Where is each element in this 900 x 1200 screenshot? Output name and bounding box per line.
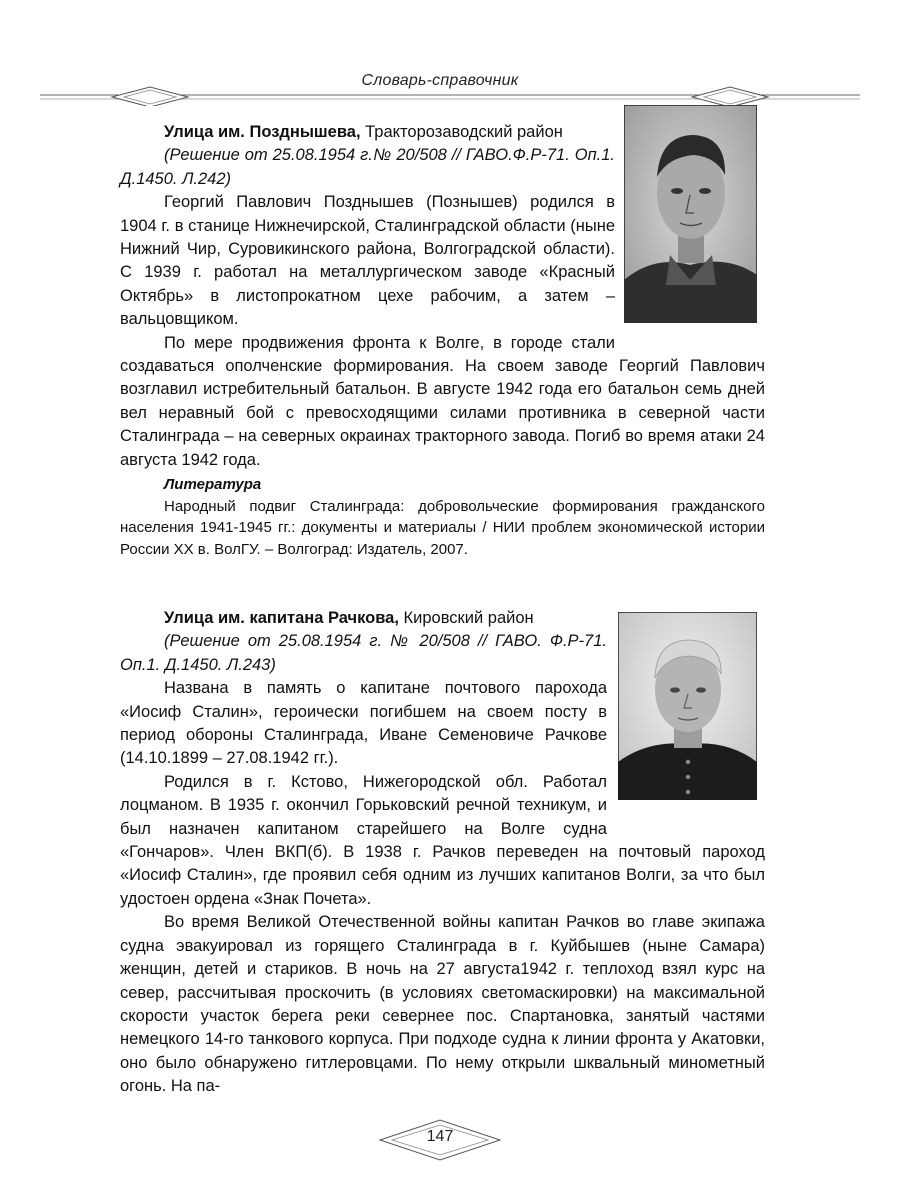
entry-heading-1-bold: Улица им. Позднышева, <box>164 123 361 141</box>
running-title: Словарь-справочник <box>361 72 519 89</box>
page-footer <box>0 1118 900 1162</box>
entry-2-paragraph-3: Во время Великой Отечественной войны капитан Рачков во главе экипажа судна эвакуировал из горящего Сталинграда в г. Куйбышев (ныне Самара) женщин, детей и стариков. В ночь на 27 августа1942 г. теплоход взял курс на север, рассчитывая проскочить (в условиях светомаскировки) на максимальной скорости участок берега реки севернее пос. Спартановка, занятый частями немецкого 14-го танкового корпуса. При подходе судна к линии фронта у Акатовки, оно было обнаружено гитлеровцами. По нему открыли шквальный минометный огонь. На па- <box>120 913 765 1096</box>
literature-title: Литература <box>164 476 262 493</box>
entry-2-paragraph-2: Родился в г. Кстово, Нижегородской обл. Работал лоцманом. В 1935 г. окончил Горьковский речной техникум, и был назначен капитаном старейшего на Волге судна «Гончаров». Член ВКП(б). В 1938 г. Рачков переведен на почтовый пароход «Иосиф Сталин», где проявил себя одним из лучших капитанов Волги, за что был удостоен ордена «Знак Почета». <box>120 772 765 908</box>
entry-heading-2-district: Кировский район <box>398 609 534 627</box>
section-rachkov-street <box>120 607 765 1099</box>
entry-1-paragraph-1: Георгий Павлович Позднышев (Познышев) родился в 1904 г. в станице Нижнечирской, Сталинградской области (ныне Нижний Чир, Суровикинского района, Волгоградской области). С 1939 г. работал на металлургическом заводе «Красный Октябрь» в листопрокатном цехе рабочим, а затем – вальцовщиком. <box>120 193 615 329</box>
running-header <box>0 66 900 106</box>
entry-heading-1-district: Тракторозаводский район <box>360 123 563 141</box>
page-number: 147 <box>426 1128 454 1145</box>
literature-block <box>120 474 765 560</box>
entry-heading-2-bold: Улица им. капитана Рачкова, <box>164 609 399 627</box>
entry-decision-1: (Решение от 25.08.1954 г.№ 20/508 // ГАВО.Ф.Р-71. Оп.1. Д.1450. Л.242) <box>120 146 615 188</box>
literature-reference: Народный подвиг Сталинграда: добровольческие формирования гражданского населения 1941-1945 гг.: документы и материалы / НИИ проблем экономической истории России XX в. ВолГУ. – Волгоград: Издатель, 2007. <box>120 497 765 558</box>
entry-1-paragraph-2: По мере продвижения фронта к Волге, в городе стали создаваться ополченские формирования. На своем заводе Георгий Павлович возглавил истребительный батальон. В августе 1942 года его батальон семь дней вел неравный бой с превосходящими силами противника в северной части Сталинграда – на северных окраинах тракторного завода. Погиб во время атаки 24 августа 1942 года. <box>120 333 765 469</box>
entry-2-paragraph-1: Названа в память о капитане почтового парохода «Иосиф Сталин», героически погибшем на своем посту в период обороны Сталинграда, Иване Семеновиче Рачкове (14.10.1899 – 27.08.1942 гг.). <box>120 679 607 768</box>
entry-decision-2: (Решение от 25.08.1954 г. № 20/508 // ГАВО. Ф.Р-71. Оп.1. Д.1450. Л.243) <box>120 632 607 674</box>
section-pozdnyshev-street <box>120 121 765 472</box>
header-ornament-rule <box>0 86 900 106</box>
